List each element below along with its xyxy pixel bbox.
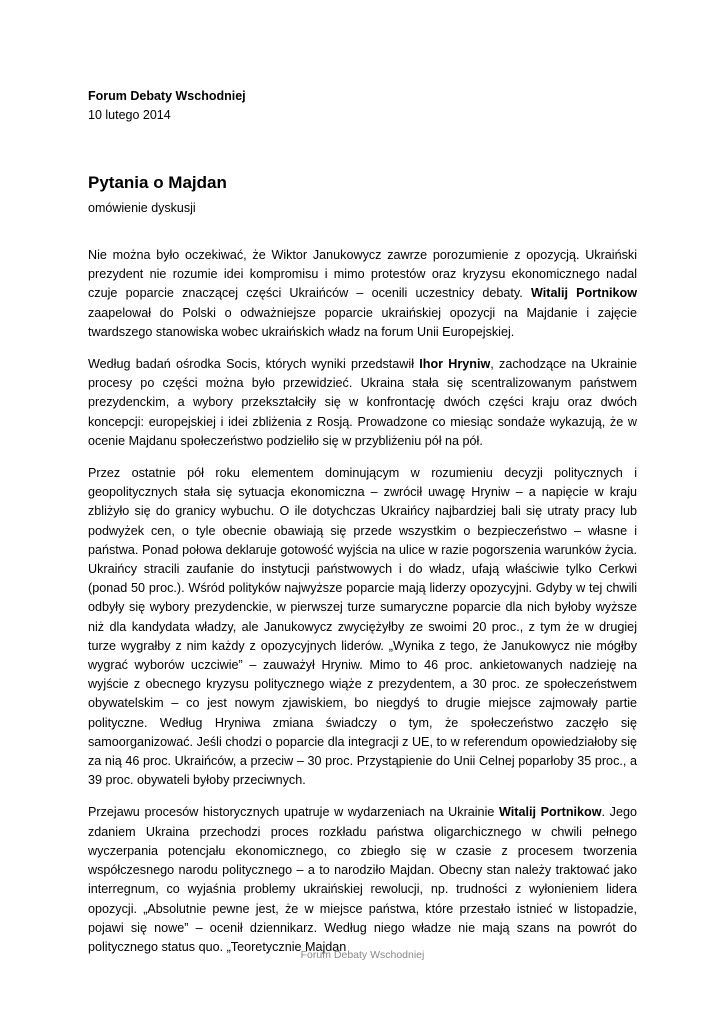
document-header (88, 87, 246, 125)
person-name: Witalij Portnikow (499, 805, 602, 820)
paragraph-text: , zachodzące na Ukrainie procesy po części można było przewidzieć. Ukraina stała się scentralizowanym państwem prezydenckim, a wybory przekształciły się w konfrontację dwóch części kraju oraz dwóch koncepcji: europejskiej i idei zbliżenia z Rosją. Prowadzone co miesiąc sondaże wykazują, że w ocenie Majdanu społeczeństwo podzieliło się w przybliżeniu pół na pół. (88, 357, 637, 448)
document-date: 10 lutego 2014 (88, 108, 171, 122)
article-body (88, 246, 637, 970)
page-footer: Forum Debaty Wschodniej (300, 949, 425, 961)
paragraph-text: . Jego zdaniem Ukraina przechodzi proces rozkładu państwa oligarchicznego w chwili pełnego wyczerpania potencjału ekonomicznego, co zbiegło się w czasie z procesem tworzenia współczesnego narodu politycznego – a to narodziło Majdan. Obecny stan należy traktować jako interregnum, co wyjaśnia problemy ukraińskiej rewolucji, np. trudności z wyłonieniem lidera opozycji. „Absolutnie pewne jest, że w miejsce państwa, które przestało istnieć w listopadzie, pojawi się nowe” – ocenił dziennikarz. Według niego władze nie mają szans na powrót do politycznego status quo. „Teoretycznie Majdan (88, 805, 637, 954)
paragraph-text: Nie można było oczekiwać, że Wiktor Janukowycz zawrze porozumienie z opozycją. Ukraiński prezydent nie rozumie idei kompromisu i mimo protestów oraz kryzysu ekonomicznego nadal czuje poparcie znaczącej części Ukraińców – ocenili uczestnicy debaty. (88, 248, 637, 301)
article-paragraph (88, 355, 637, 451)
article-paragraph (88, 464, 637, 790)
person-name: Witalij Portnikow (530, 286, 638, 301)
page-title: Pytania o Majdan (88, 173, 227, 192)
paragraph-text: zaapelował do Polski o odważniejsze poparcie ukraińskiej opozycji na Majdanie i zajęcie twardszego stanowiska wobec ukraińskich władz na forum Unii Europejskiej. (88, 305, 637, 339)
title-block (88, 172, 227, 217)
organization-name: Forum Debaty Wschodniej (88, 89, 246, 103)
paragraph-text: Przez ostatnie pół roku elementem dominującym w rozumieniu decyzji politycznych i geopolitycznych stała się sytuacja ekonomiczna – zwrócił uwagę Hryniw – a napięcie w kraju zbliżyło się do granicy wybuchu. O ile dotychczas Ukraińcy najbardziej bali się utraty pracy lub podwyżek cen, o tyle obecnie obawiają się przede wszystkim o bezpieczeństwo – własne i państwa. Ponad połowa deklaruje gotowość wyjścia na ulice w razie pogorszenia warunków życia. Ukraińcy stracili zaufanie do instytucji państwowych i do władz, ufają właściwie tylko Cerkwi (ponad 50 proc.). Wśród polityków najwyższe poparcie mają liderzy opozycyjni. Gdyby w tej chwili odbyły się wybory prezydenckie, w pierwszej turze sumaryczne poparcie dla nich byłoby wyższe niż dla kandydata władzy, ale Janukowycz zwyciężyłby ze swoimi 20 proc., z tym że w drugiej turze wygrałby z nim każdy z opozycyjnych liderów. „Wynika z tego, że Janukowycz nie mógłby wygrać wyborów uczciwie” – zauważył Hryniw. Mimo to 46 proc. ankietowanych nadzieję na wyjście z obecnego kryzysu politycznego wiąże z prezydentem, a 30 proc. ze społeczeństwem obywatelskim – co jest nowym zjawiskiem, bo niegdyś to drugie miejsce zajmowały partie polityczne. Według Hryniwa zmiana świadczy o tym, że społeczeństwo zaczęło się samoorganizować. Jeśli chodzi o poparcie dla integracji z UE, to w referendum opowiedziałoby się za nią 46 proc. Ukraińców, a przeciw – 30 proc. Przystąpienie do Unii Celnej poparłoby 35 proc., a 39 proc. obywateli byłoby przeciwnych. (88, 466, 637, 788)
page-subtitle: omówienie dyskusji (88, 201, 196, 215)
article-paragraph (88, 803, 637, 957)
person-name: Ihor Hryniw (419, 357, 491, 372)
article-paragraph (88, 246, 637, 342)
paragraph-text: Przejawu procesów historycznych upatruje w wydarzeniach na Ukrainie (88, 805, 500, 820)
paragraph-text: Według badań ośrodka Socis, których wyniki przedstawił (88, 357, 420, 372)
